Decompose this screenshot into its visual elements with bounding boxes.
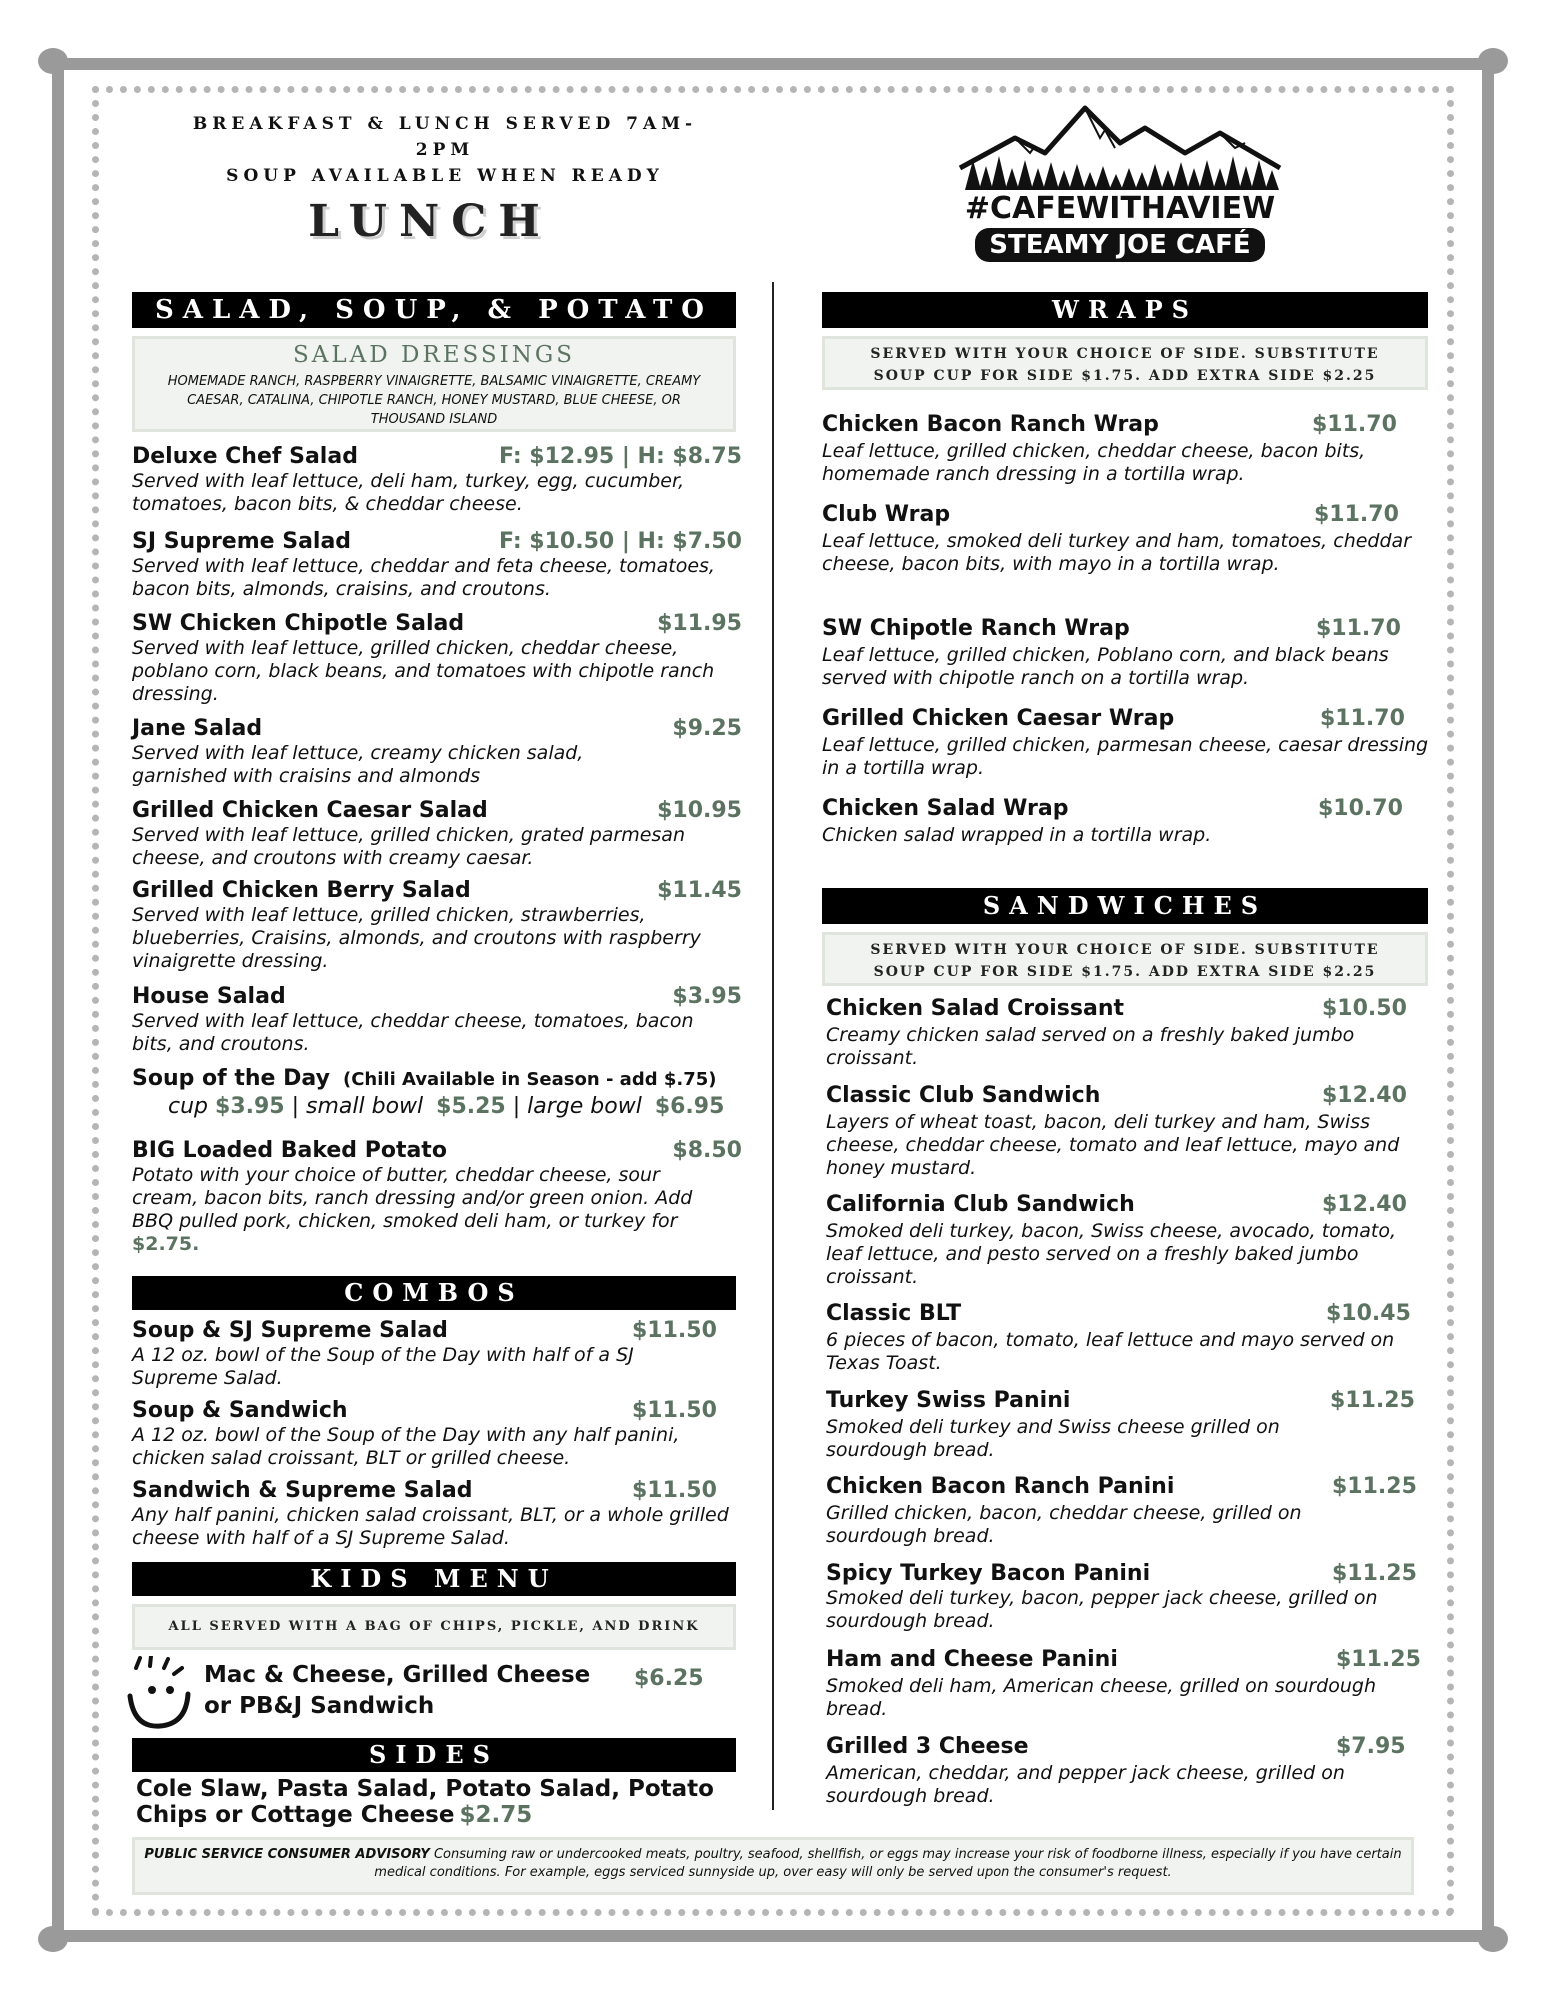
menu-item-name: Classic BLT [826, 1301, 962, 1326]
soup-of-the-day [132, 1066, 752, 1122]
menu-item-price: $11.25 [1332, 1561, 1417, 1586]
menu-item-name: Chicken Bacon Ranch Panini [826, 1474, 1175, 1499]
menu-item-price: $11.70 [1316, 616, 1401, 641]
sandwiches-note: SERVED WITH YOUR CHOICE OF SIDE. SUBSTITUTE SOUP CUP FOR SIDE $1.75. ADD EXTRA SIDE $2.25 [870, 942, 1380, 980]
menu-item-name: Grilled 3 Cheese [826, 1734, 1029, 1759]
frame-corner [38, 1926, 68, 1952]
menu-item [132, 716, 742, 788]
advisory-text: Consuming raw or undercooked meats, poultry, seafood, shellfish, or eggs may increase your risk of foodborne illness, especially if you have certain medical conditions. For example, eggs serviced sunnyside up, over easy will only be served upon the consumer's request. [374, 1847, 1402, 1880]
combo-item [132, 1318, 742, 1390]
menu-item-description: A 12 oz. bowl of the Soup of the Day with any half panini, chicken salad croissant, BLT or grilled cheese. [132, 1424, 680, 1469]
chili-note: (Chili Available in Season - add $.75) [343, 1069, 717, 1090]
menu-item-description: Grilled chicken, bacon, cheddar cheese, grilled on sourdough bread. [826, 1502, 1302, 1547]
frame-corner [1478, 1926, 1508, 1952]
menu-item-name: Spicy Turkey Bacon Panini [826, 1561, 1151, 1586]
menu-item [132, 878, 742, 973]
menu-item [826, 1083, 1432, 1180]
menu-item [826, 1388, 1432, 1462]
combo-item [132, 1478, 742, 1550]
menu-item-price: $10.45 [1326, 1301, 1411, 1326]
sides-list: Cole Slaw, Pasta Salad, Potato Salad, Potato Chips or Cottage Cheese [136, 1776, 714, 1828]
menu-item-description: A 12 oz. bowl of the Soup of the Day with half of a SJ Supreme Salad. [132, 1344, 634, 1389]
menu-item-description: Leaf lettuce, grilled chicken, parmesan cheese, caesar dressing in a tortilla wrap. [822, 734, 1429, 779]
mountains-trees-icon [955, 98, 1285, 193]
menu-item [132, 444, 742, 516]
section-header-sandwiches: SANDWICHES [822, 888, 1428, 924]
menu-item-price: $9.25 [672, 716, 742, 741]
soup-large-bowl-label: | large bowl [512, 1094, 642, 1119]
menu-item-name: SW Chicken Chipotle Salad [132, 611, 465, 636]
sandwiches-note-box [822, 932, 1428, 986]
menu-item-description: Creamy chicken salad served on a freshly baked jumbo croissant. [826, 1024, 1355, 1069]
wraps-note-box [822, 336, 1428, 390]
menu-item-name: Jane Salad [132, 716, 263, 741]
menu-item-description: Leaf lettuce, grilled chicken, cheddar cheese, bacon bits, homemade ranch dressing in a tortilla wrap. [822, 440, 1366, 485]
hours-info [165, 111, 725, 189]
menu-item-price: $12.40 [1322, 1192, 1407, 1217]
menu-item-description: Smoked deli ham, American cheese, grilled on sourdough bread. [826, 1675, 1377, 1720]
menu-item [822, 706, 1432, 780]
menu-item-name: Grilled Chicken Caesar Wrap [822, 706, 1175, 731]
wraps-note: SERVED WITH YOUR CHOICE OF SIDE. SUBSTITUTE SOUP CUP FOR SIDE $1.75. ADD EXTRA SIDE $2.25 [870, 346, 1380, 384]
page-title: LUNCH [308, 196, 552, 247]
menu-item-name: Ham and Cheese Panini [826, 1647, 1118, 1672]
menu-item [822, 616, 1432, 690]
menu-item [132, 1138, 742, 1256]
menu-item [132, 611, 742, 706]
soup-availability-line: SOUP AVAILABLE WHEN READY [226, 166, 664, 186]
menu-item [822, 796, 1432, 847]
potato-description: Potato with your choice of butter, cheddar cheese, sour cream, bacon bits, ranch dressing and/or green onion. Add BBQ pulled pork, chicken, smoked deli ham, or turkey for [132, 1164, 693, 1232]
soup-cup-label: cup [168, 1094, 209, 1119]
menu-item-name: Grilled Chicken Berry Salad [132, 878, 471, 903]
menu-item-name: Chicken Salad Croissant [826, 996, 1125, 1021]
menu-item [826, 1192, 1432, 1289]
menu-item-price: $10.50 [1322, 996, 1407, 1021]
soup-small-bowl-price: $5.25 [436, 1094, 506, 1119]
logo-cafe-name: STEAMY JOE CAFÉ [975, 228, 1264, 262]
section-header-salad: SALAD, SOUP, & POTATO [132, 292, 736, 328]
menu-item-price: $12.40 [1322, 1083, 1407, 1108]
menu-item-description: Chicken salad wrapped in a tortilla wrap. [822, 824, 1212, 846]
kids-note: ALL SERVED WITH A BAG OF CHIPS, PICKLE, AND DRINK [168, 1619, 700, 1634]
menu-item-name: Soup & SJ Supreme Salad [132, 1318, 448, 1343]
soup-small-bowl-label: | small bowl [291, 1094, 424, 1119]
menu-item-name: BIG Loaded Baked Potato [132, 1138, 447, 1163]
menu-item-price: $11.70 [1314, 502, 1399, 527]
advisory-label: PUBLIC SERVICE CONSUMER ADVISORY [144, 1847, 430, 1862]
salad-dressings-box [132, 336, 736, 432]
soup-large-bowl-price: $6.95 [654, 1094, 725, 1119]
menu-item-price: F: $10.50 | H: $7.50 [499, 529, 742, 554]
menu-item-name: Classic Club Sandwich [826, 1083, 1101, 1108]
menu-item-price: $11.50 [632, 1318, 717, 1343]
menu-item-price: $11.50 [632, 1478, 717, 1503]
menu-item-name: SJ Supreme Salad [132, 529, 352, 554]
menu-item-price: $11.95 [657, 611, 742, 636]
menu-item-price: $11.45 [657, 878, 742, 903]
menu-item-description: Served with leaf lettuce, deli ham, turkey, egg, cucumber, tomatoes, bacon bits, & cheddar cheese. [132, 470, 685, 515]
menu-item-description: Leaf lettuce, grilled chicken, Poblano corn, and black beans served with chipotle ranch on a tortilla wrap. [822, 644, 1389, 689]
soup-cup-price: $3.95 [215, 1094, 285, 1119]
menu-item [826, 1474, 1432, 1548]
menu-item-description: Smoked deli turkey, bacon, pepper jack cheese, grilled on sourdough bread. [826, 1587, 1378, 1632]
menu-item-name: California Club Sandwich [826, 1192, 1135, 1217]
menu-item [132, 529, 742, 601]
menu-item [132, 798, 742, 870]
menu-item-description: Served with leaf lettuce, grilled chicken, grated parmesan cheese, and croutons with creamy caesar. [132, 824, 685, 869]
menu-item-price: $10.70 [1318, 796, 1403, 821]
menu-item-description: Smoked deli turkey and Swiss cheese grilled on sourdough bread. [826, 1416, 1280, 1461]
menu-item-name: Chicken Salad Wrap [822, 796, 1069, 821]
menu-item-description: Leaf lettuce, smoked deli turkey and ham, tomatoes, cheddar cheese, bacon bits, with mayo in a tortilla wrap. [822, 530, 1411, 575]
menu-item [826, 1301, 1432, 1375]
cafe-logo [950, 98, 1290, 273]
kids-item-line1: Mac & Cheese, Grilled Cheese [204, 1662, 591, 1688]
consumer-advisory [132, 1837, 1414, 1895]
menu-item [132, 984, 742, 1056]
menu-item-description: Served with leaf lettuce, grilled chicken, cheddar cheese, poblano corn, black beans, and tomatoes with chipotle ranch dressing. [132, 637, 715, 705]
kids-item-price: $6.25 [634, 1666, 704, 1691]
menu-item-price: $10.95 [657, 798, 742, 823]
menu-item [822, 502, 1432, 576]
menu-item-description: American, cheddar, and pepper jack cheese, grilled on sourdough bread. [826, 1762, 1345, 1807]
logo-hashtag: #CAFEWITHAVIEW [964, 191, 1276, 226]
menu-item-name: House Salad [132, 984, 286, 1009]
potato-addon-price: $2.75. [132, 1233, 200, 1255]
salad-dressings-list: HOMEMADE RANCH, RASPBERRY VINAIGRETTE, BALSAMIC VINAIGRETTE, CREAMY CAESAR, CATALINA, CHIPOTLE RANCH, HONEY MUSTARD, BLUE CHEESE, OR THOUSAND ISLAND [167, 374, 701, 427]
section-header-combos: COMBOS [132, 1276, 736, 1310]
menu-item-price: $11.25 [1332, 1474, 1417, 1499]
menu-item-description [132, 1164, 732, 1256]
sides-item [136, 1776, 736, 1828]
combo-item [132, 1398, 742, 1470]
menu-item-description: Served with leaf lettuce, cheddar cheese, tomatoes, bacon bits, and croutons. [132, 1010, 694, 1055]
menu-item-name: Deluxe Chef Salad [132, 444, 358, 469]
sides-price: $2.75 [459, 1802, 533, 1828]
menu-item-description: Served with leaf lettuce, creamy chicken salad, garnished with craisins and almonds [132, 742, 584, 787]
menu-item-price: $11.70 [1312, 412, 1397, 437]
menu-item-price: $11.25 [1330, 1388, 1415, 1413]
menu-item-price: $7.95 [1336, 1734, 1406, 1759]
menu-item-description: Layers of wheat toast, bacon, deli turkey and ham, Swiss cheese, cheddar cheese, tomato and leaf lettuce, mayo and honey mustard. [826, 1111, 1400, 1179]
menu-item-name: Chicken Bacon Ranch Wrap [822, 412, 1159, 437]
menu-item-price: F: $12.95 | H: $8.75 [499, 444, 742, 469]
kids-note-box [132, 1604, 736, 1650]
menu-item-price: $11.25 [1336, 1647, 1421, 1672]
section-header-sides: SIDES [132, 1738, 736, 1772]
menu-item-description: Served with leaf lettuce, grilled chicken, strawberries, blueberries, Craisins, almonds, and croutons with raspberry vinaigrette dressing. [132, 904, 701, 972]
menu-item-description: Any half panini, chicken salad croissant, BLT, or a whole grilled cheese with half of a SJ Supreme Salad. [132, 1504, 729, 1549]
menu-item-name: SW Chipotle Ranch Wrap [822, 616, 1130, 641]
salad-dressings-title: SALAD DRESSINGS [293, 342, 575, 368]
section-header-kids: KIDS MENU [132, 1562, 736, 1596]
section-header-wraps: WRAPS [822, 292, 1428, 328]
menu-item-price: $11.50 [632, 1398, 717, 1423]
menu-item [826, 1647, 1432, 1721]
kids-item-line2: or PB&J Sandwich [204, 1693, 435, 1719]
menu-item-description: 6 pieces of bacon, tomato, leaf lettuce and mayo served on Texas Toast. [826, 1329, 1395, 1374]
menu-item-description: Served with leaf lettuce, cheddar and feta cheese, tomatoes, bacon bits, almonds, craisins, and croutons. [132, 555, 715, 600]
menu-item-name: Club Wrap [822, 502, 951, 527]
menu-item-name: Sandwich & Supreme Salad [132, 1478, 473, 1503]
menu-item [826, 996, 1432, 1070]
menu-item [826, 1734, 1432, 1808]
column-divider [772, 282, 774, 1810]
frame-corner [1478, 48, 1508, 74]
smiley-face-icon [124, 1656, 198, 1732]
menu-item-price: $3.95 [672, 984, 742, 1009]
soup-name: Soup of the Day [132, 1066, 330, 1091]
menu-item-price: $11.70 [1320, 706, 1405, 731]
menu-item-name: Grilled Chicken Caesar Salad [132, 798, 488, 823]
hours-line: BREAKFAST & LUNCH SERVED 7AM-2PM [192, 114, 698, 160]
menu-item-price: $8.50 [672, 1138, 742, 1163]
menu-item [822, 412, 1432, 486]
frame-corner [38, 48, 68, 74]
menu-item-name: Turkey Swiss Panini [826, 1388, 1071, 1413]
menu-item-description: Smoked deli turkey, bacon, Swiss cheese, avocado, tomato, leaf lettuce, and pesto served on a freshly baked jumbo croissant. [826, 1220, 1397, 1288]
menu-item-name: Soup & Sandwich [132, 1398, 348, 1423]
menu-item [826, 1561, 1432, 1633]
